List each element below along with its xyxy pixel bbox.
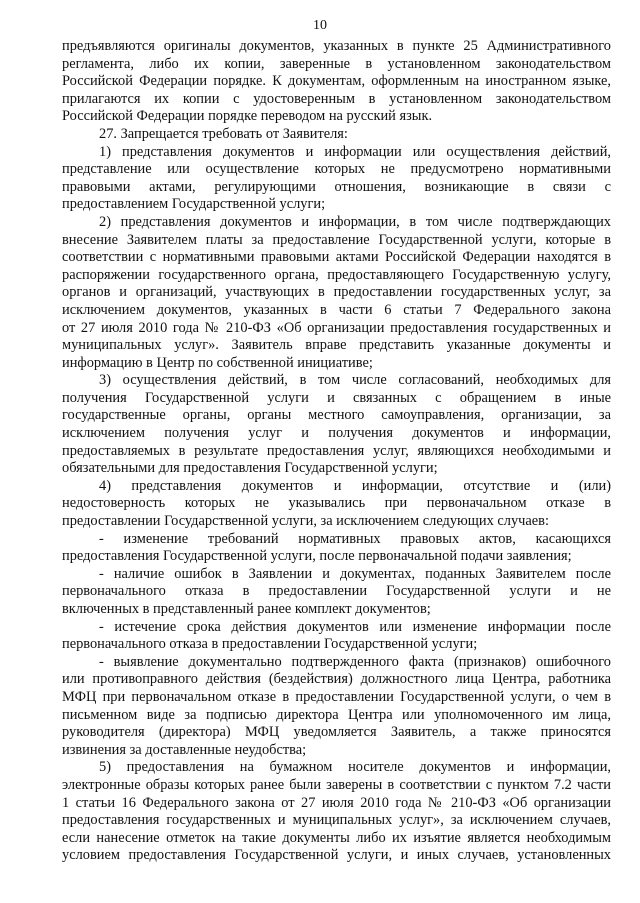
text-line: информацию в Центр по собственной инициативе; xyxy=(62,354,373,371)
text-line: письменном виде за подписью директора Центра или уполномоченного им лица, xyxy=(62,706,611,723)
text-line: первоначального отказа в предоставлении Государственной услуги и не xyxy=(62,583,611,600)
text-line: электронные образы которых ранее были заверены в соответствии с пунктом 7.2 части xyxy=(62,776,611,793)
text-line: - выявление документально подтвержденного факта (признаков) ошибочного xyxy=(99,653,611,670)
document-body-text xyxy=(62,38,611,865)
text-line: предоставлении Государственной услуги, за исключением следующих случаев: xyxy=(62,513,549,530)
text-line: исключением документов, указанных в части 6 статьи 7 Федерального закона xyxy=(62,301,611,318)
text-line: правовыми актами, регулирующими отношения, возникающие в связи с xyxy=(62,178,611,195)
text-line: первоначального отказа в предоставлении Государственной услуги; xyxy=(62,636,478,653)
text-line: предоставления государственных и муниципальных услуг», за исключением случаев, xyxy=(62,812,611,829)
text-line: если нанесение отметок на такие документы либо их изъятие является необходимым xyxy=(62,829,611,846)
text-line: предоставляемых в результате предоставления услуг, являющихся необходимыми и xyxy=(62,442,611,459)
text-line: или противоправного действия (бездействия) должностного лица Центра, работника xyxy=(62,671,611,688)
page-number: 10 xyxy=(313,18,327,33)
text-line: исключением получения услуг и получения документов и информации, xyxy=(62,425,611,442)
text-line: соответствии с нормативными правовыми актами Российской Федерации находятся в xyxy=(62,249,611,266)
text-line: получения Государственной услуги и связанных с обращением в иные xyxy=(62,389,611,406)
text-line: муниципальных услуг». Заявитель вправе представить указанные документы и xyxy=(62,337,611,354)
text-line: регламента, либо их копии, заверенные в установленном законодательством xyxy=(62,55,611,72)
text-line: условием предоставления Государственной услуги, и иных случаев, установленных xyxy=(62,847,611,864)
text-line: Российской Федерации порядке. К документам, оформленным на иностранном языке, xyxy=(62,73,611,90)
text-line: извинения за доставленные неудобства; xyxy=(62,741,307,758)
text-line: представление или осуществление которых не предусмотрено нормативными xyxy=(62,161,611,178)
text-line: обязательными для предоставления Государственной услуги; xyxy=(62,460,438,477)
text-line: 2) представления документов и информации, в том числе подтверждающих xyxy=(99,213,611,230)
text-line: предъявляются оригиналы документов, указанных в пункте 25 Административного xyxy=(62,38,611,54)
text-line: 5) предоставления на бумажном носителе документов и информации, xyxy=(99,759,611,776)
text-line: Российской Федерации порядке переводом на русский язык. xyxy=(62,108,433,125)
text-line: - наличие ошибок в Заявлении и документах, поданных Заявителем после xyxy=(99,565,611,582)
text-line: МФЦ при первоначальном отказе в предоставлении Государственной услуги, о чем в xyxy=(62,688,611,705)
text-line: недостоверность которых не указывались при первоначальном отказе в xyxy=(62,495,611,512)
text-line: 4) представления документов и информации, отсутствие и (или) xyxy=(99,477,611,494)
text-line: - истечение срока действия документов или изменение информации после xyxy=(99,618,611,635)
text-line: 27. Запрещается требовать от Заявителя: xyxy=(99,125,348,142)
text-line: распоряжении государственного органа, предоставляющего Государственную услугу, xyxy=(62,266,611,283)
text-line: предоставлением Государственной услуги; xyxy=(62,196,326,213)
text-line: внесение Заявителем платы за предоставление Государственной услуги, которые в xyxy=(62,231,611,248)
text-line: государственные органы, органы местного самоуправления, организации, за xyxy=(62,407,611,424)
text-line: 1 статьи 16 Федерального закона от 27 июля 2010 года № 210-ФЗ «Об организации xyxy=(62,794,611,811)
text-line: от 27 июля 2010 года № 210-ФЗ «Об организации предоставления государственных и xyxy=(62,319,611,336)
text-line: руководителя (директора) МФЦ уведомляется Заявитель, а также приносятся xyxy=(62,724,611,741)
text-line: прилагаются их копии с удостоверенным в установленном законодательством xyxy=(62,90,611,107)
text-line: 3) осуществления действий, в том числе согласований, необходимых для xyxy=(99,372,611,389)
text-line: предоставления Государственной услуги, после первоначальной подачи заявления; xyxy=(62,548,572,565)
text-line: 1) представления документов и информации или осуществления действий, xyxy=(99,143,611,160)
text-line: включенных в представленный ранее комплект документов; xyxy=(62,601,431,617)
text-line: органов и организаций, участвующих в предоставлении государственных услуг, за xyxy=(62,284,611,301)
text-line: - изменение требований нормативных правовых актов, касающихся xyxy=(99,530,611,547)
